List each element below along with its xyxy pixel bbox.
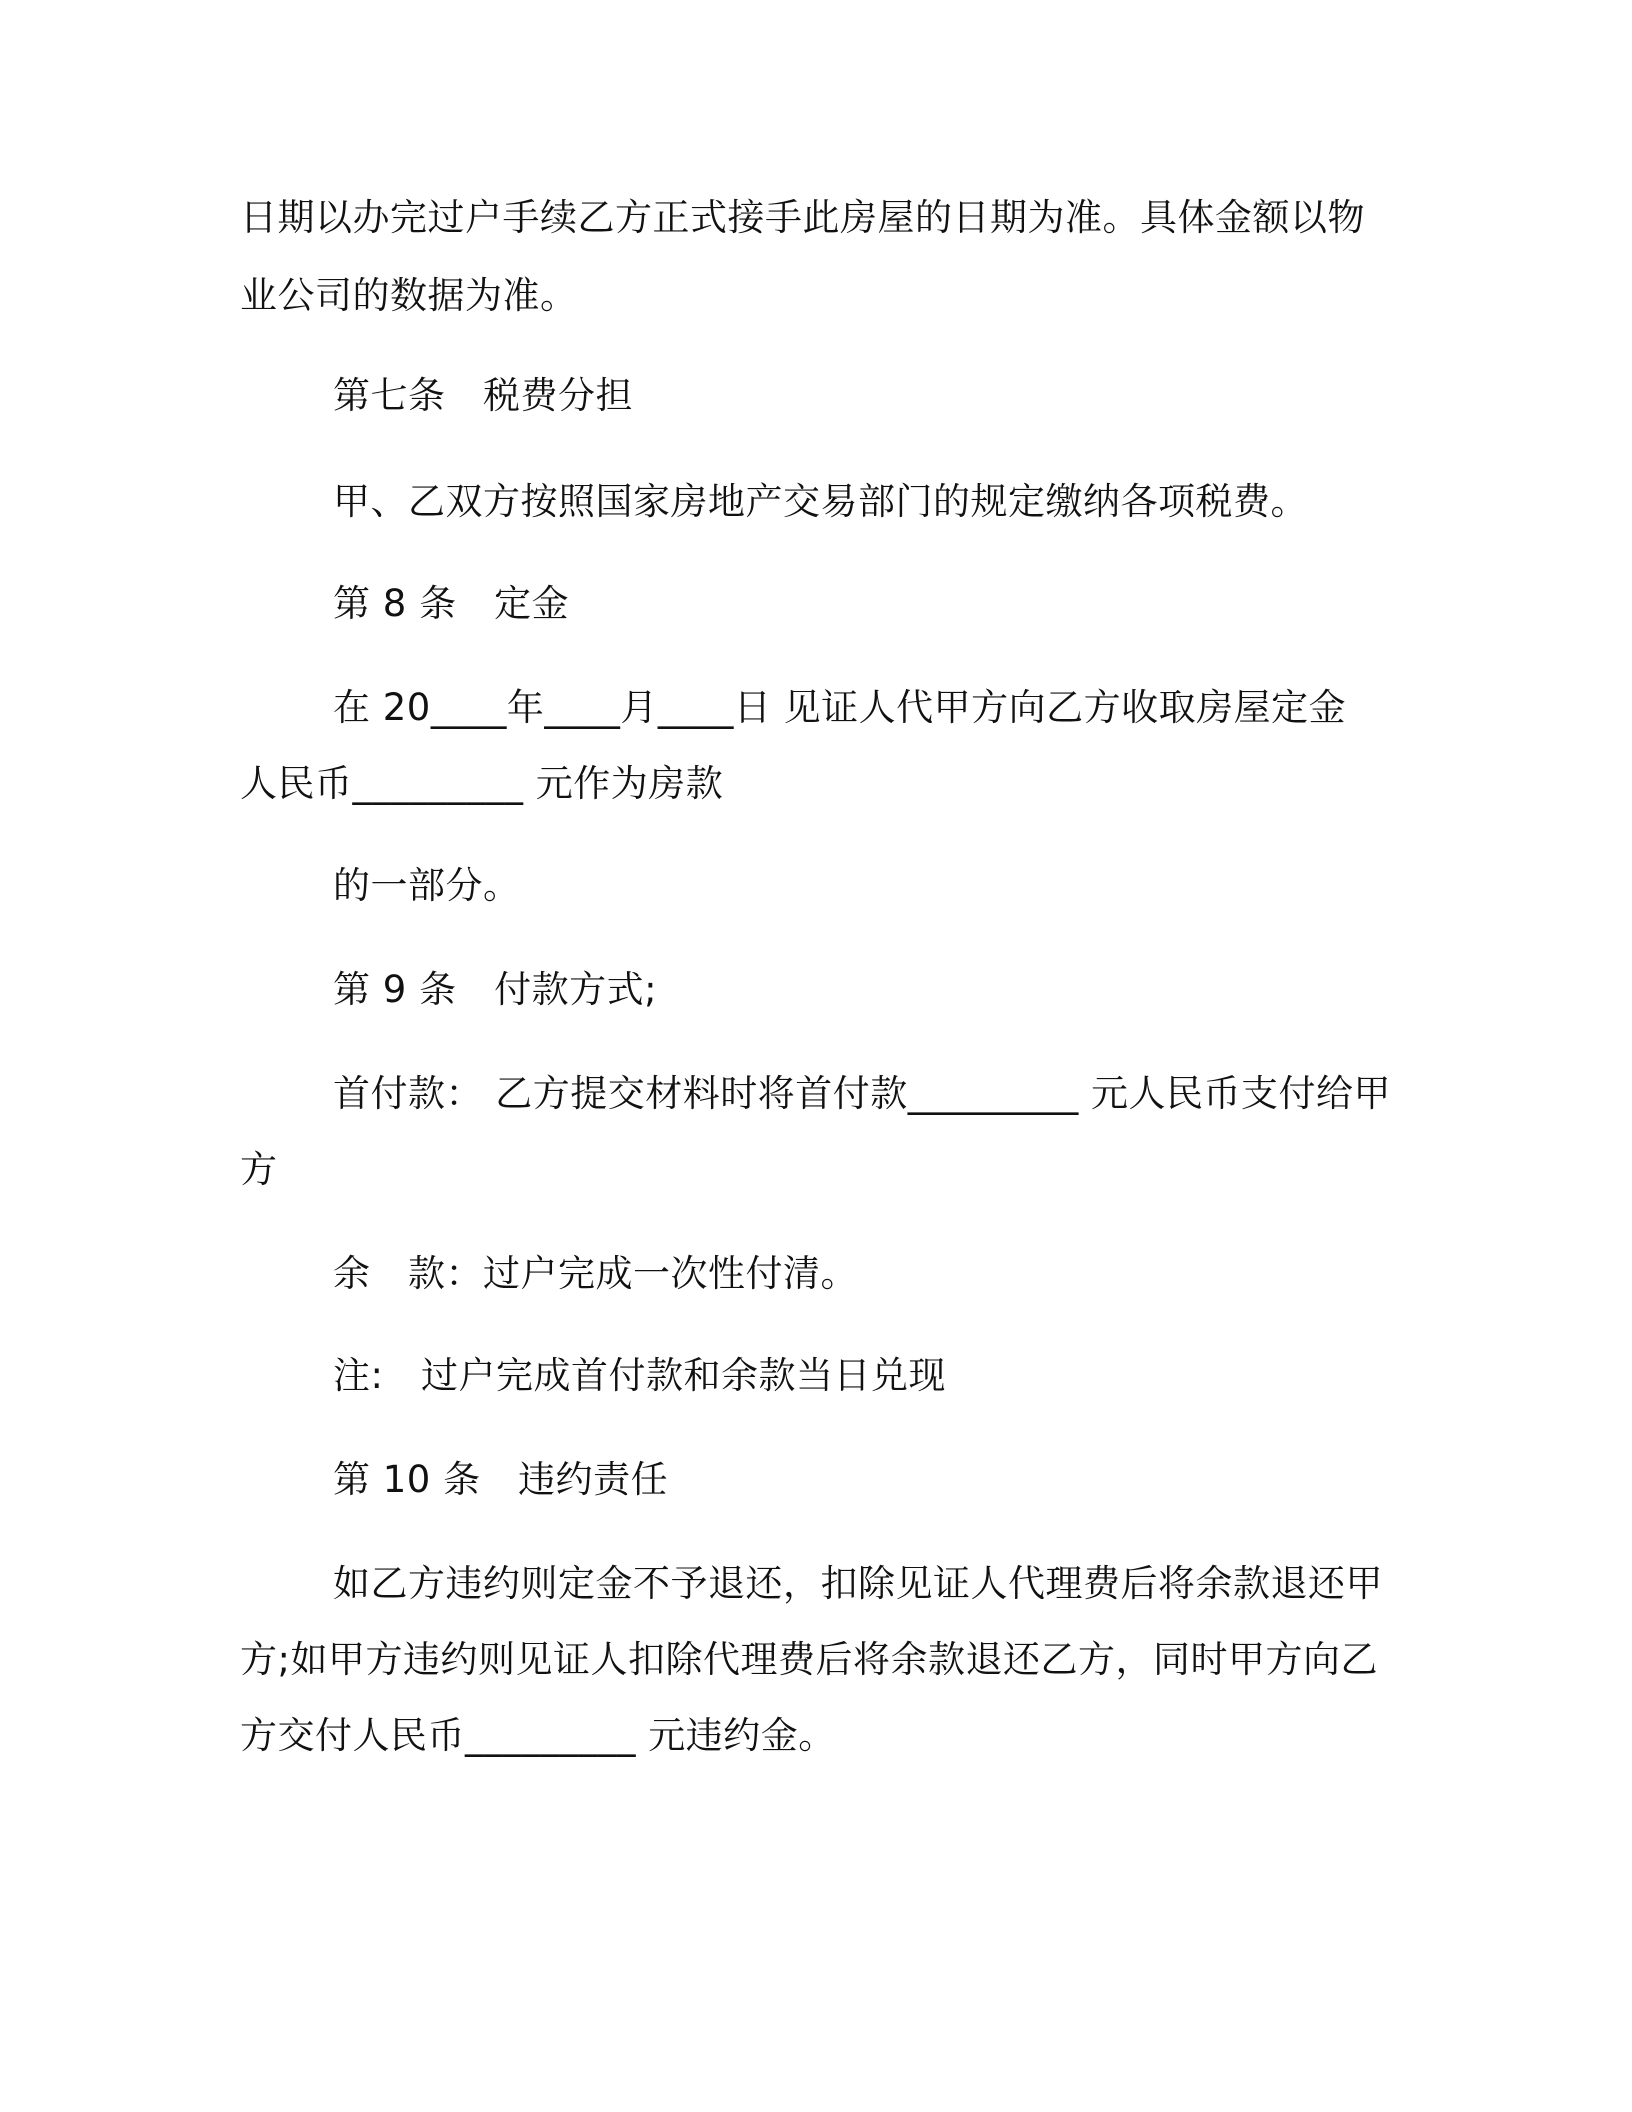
paragraph-line: 首付款： 乙方提交材料时将首付款_________ 元人民币支付给甲 [333, 1072, 1392, 1115]
paragraph-line: 如乙方违约则定金不予退还，扣除见证人代理费后将余款退还甲 [333, 1562, 1383, 1605]
paragraph-line: 在 20____年____月____日 见证人代甲方向乙方收取房屋定金 [333, 686, 1347, 729]
article-heading-10: 第 10 条 违约责任 [333, 1458, 669, 1501]
paragraph-line: 日期以办完过户手续乙方正式接手此房屋的日期为准。具体金额以物 [240, 196, 1365, 239]
paragraph-line: 余 款：过户完成一次性付清。 [333, 1252, 858, 1295]
paragraph-line: 甲、乙双方按照国家房地产交易部门的规定缴纳各项税费。 [333, 480, 1308, 523]
article-heading-9: 第 9 条 付款方式; [333, 968, 658, 1011]
paragraph-line: 业公司的数据为准。 [240, 274, 578, 317]
note-line: 注: 过户完成首付款和余款当日兑现 [333, 1354, 946, 1397]
paragraph-line: 方;如甲方违约则见证人扣除代理费后将余款退还乙方，同时甲方向乙 [240, 1638, 1378, 1681]
paragraph-line: 方 [240, 1148, 278, 1191]
paragraph-line: 方交付人民币_________ 元违约金。 [240, 1714, 836, 1757]
article-heading-8: 第 8 条 定金 [333, 582, 570, 625]
paragraph-line: 人民币_________ 元作为房款 [240, 762, 724, 805]
paragraph-line: 的一部分。 [333, 864, 521, 907]
article-heading-7: 第七条 税费分担 [333, 374, 633, 417]
